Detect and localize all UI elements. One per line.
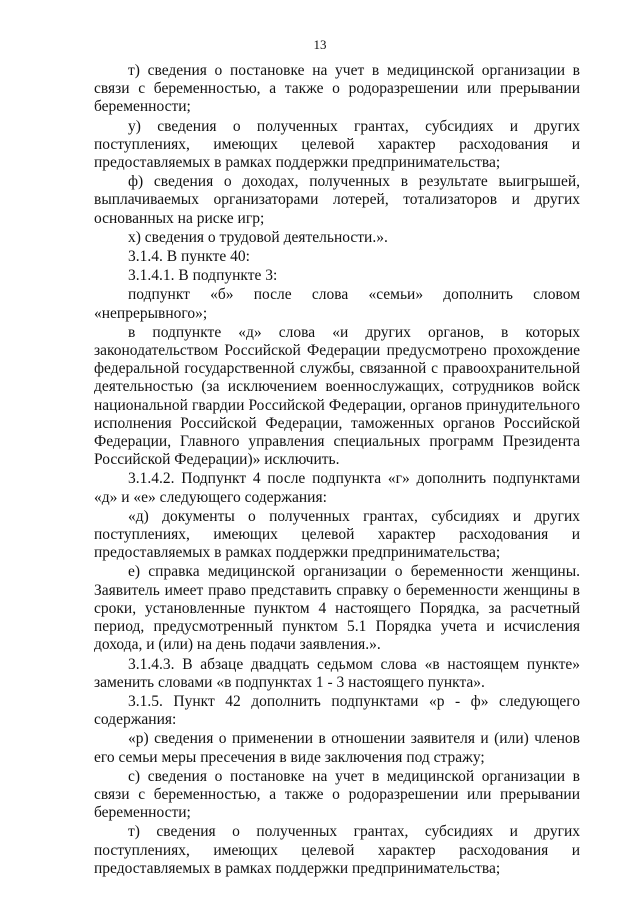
paragraph-t-grants: т) сведения о полученных грантах, субсидиях и других поступлениях, имеющих целевой характер расходования и предоставляемых в рамках поддержки предпринимательства; (94, 823, 580, 877)
paragraph-kh: х) сведения о трудовой деятельности.». (128, 228, 388, 246)
paragraph-s: с) сведения о постановке на учет в медицинской организации в связи с беременностью, а также о родоразрешении или прерывании беременности; (94, 767, 580, 822)
paragraph-subpoint-d: в подпункте «д» слова «и других органов, в которых законодательством Российской Федерации предусмотрено прохождение федеральной государственной службы, связанной с правоохранительной деятельностью (за исключением военнослужащих, сотрудников войск национальной гвардии Российской Федерации, органов принудительного исполнения Российской Федерации, таможенных органов Российской Федерации, Главного управления специальных программ Президента Российской Федерации)» исключить. (94, 323, 580, 469)
paragraph-subpoint-b: подпункт «б» после слова «семьи» дополнить словом «непрерывного»; (94, 286, 580, 322)
paragraph-r: «р) сведения о применении в отношении заявителя и (или) членов его семьи меры пресечения в виде заключения под стражу; (94, 730, 580, 766)
paragraph-3-1-4-3: 3.1.4.3. В абзаце двадцать седьмом слова «в настоящем пункте» заменить словами «в подпунктах 1 - 3 настоящего пункта». (94, 655, 580, 691)
paragraph-3-1-4: 3.1.4. В пункте 40: (128, 248, 250, 266)
paragraph-3-1-4-1: 3.1.4.1. В подпункте 3: (128, 267, 278, 285)
paragraph-3-1-5: 3.1.5. Пункт 42 дополнить подпунктами «р - ф» следующего содержания: (94, 692, 580, 729)
paragraph-e-certificate: е) справка медицинской организации о беременности женщины. Заявитель имеет право представить справку о беременности женщины в сроки, установленные пунктом 4 настоящего Порядка, за расчетный период, предусмотренный пунктом 5.1 Порядка учета и исчисления дохода, и (или) на день подачи заявления.». (94, 563, 580, 654)
paragraph-3-1-4-2: 3.1.4.2. Подпункт 4 после подпункта «г» дополнить подпунктами «д» и «е» следующего содержания: (94, 470, 580, 506)
paragraph-d-documents: «д) документы о полученных грантах, субсидиях и других поступлениях, имеющих целевой характер расходования и предоставляемых в рамках поддержки предпринимательства; (94, 507, 580, 562)
paragraph-u: у) сведения о полученных грантах, субсидиях и других поступлениях, имеющих целевой характер расходования и предоставляемых в рамках поддержки предпринимательства; (94, 117, 580, 172)
document-body (94, 62, 580, 879)
paragraph-f: ф) сведения о доходах, полученных в результате выигрышей, выплачиваемых организаторами лотерей, тотализаторов и других основанных на риске игр; (94, 173, 580, 227)
page-number: 13 (313, 37, 327, 52)
paragraph-t: т) сведения о постановке на учет в медицинской организации в связи с беременностью, а также о родоразрешении или прерывании беременности; (94, 62, 580, 116)
